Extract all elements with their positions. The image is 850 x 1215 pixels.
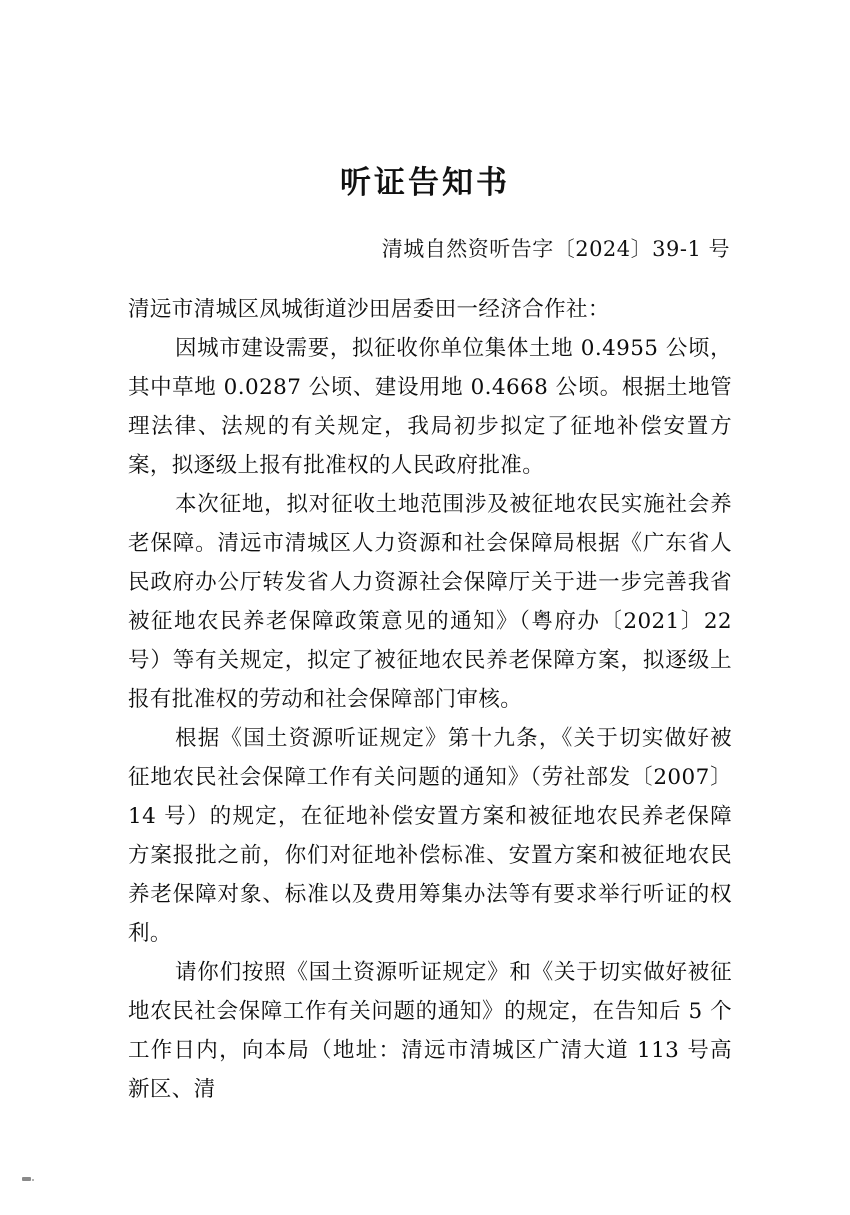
paragraph-hearing-rights: 根据《国土资源听证规定》第十九条，《关于切实做好被征地农民社会保障工作有关问题的通知》（劳社部发〔2007〕14 号）的规定，在征地补偿安置方案和被征地农民养老保障方案报批之前，你们对征地补偿标准、安置方案和被征地农民养老保障对象、标准以及费用筹集办法等有要求举行听证的权利。 [128, 726, 732, 946]
document-body [128, 290, 732, 1109]
paragraph-hearing-application: 请你们按照《国土资源听证规定》和《关于切实做好被征地农民社会保障工作有关问题的通知》的规定，在告知后 5 个工作日内，向本局（地址：清远市清城区广清大道 113 号高新区、清 [128, 960, 732, 1102]
page-title: 听证告知书 [340, 165, 510, 201]
addressee-line: 清远市清城区凤城街道沙田居委田一经济合作社： [128, 297, 610, 322]
document-serial-number: 清城自然资听告字〔2024〕39-1 号 [381, 237, 730, 261]
paragraph-social-pension: 本次征地，拟对征收土地范围涉及被征地农民实施社会养老保障。清远市清城区人力资源和社会保障局根据《广东省人民政府办公厅转发省人力资源社会保障厅关于进一步完善我省被征地农民养老保障政策意见的通知》（粤府办〔2021〕22 号）等有关规定，拟定了被征地农民养老保障方案，拟逐级上报有批准权的劳动和社会保障部门审核。 [128, 492, 732, 712]
scan-artifact-speck [22, 1177, 31, 1181]
paragraph-land-acquisition: 因城市建设需要，拟征收你单位集体土地 0.4955 公顷，其中草地 0.0287 公顷、建设用地 0.4668 公顷。根据土地管理法律、法规的有关规定，我局初步拟定了征地补偿安置方案，拟逐级上报有批准权的人民政府批准。 [128, 336, 732, 478]
